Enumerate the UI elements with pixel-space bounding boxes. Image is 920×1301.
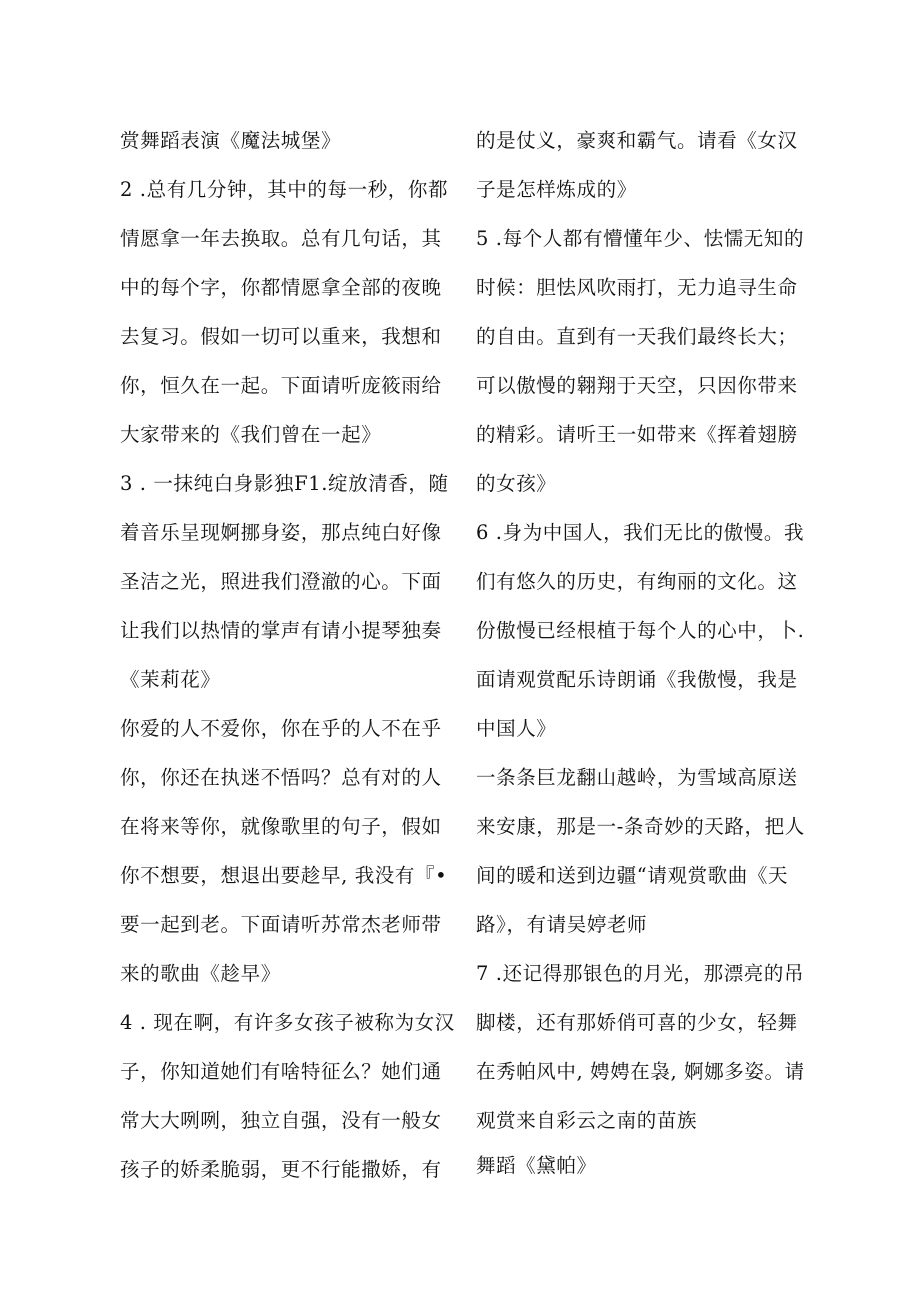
text-line: 舞蹈《黛帕》 [476,1154,597,1177]
paragraph [476,949,805,1145]
text-line: 3 . 一抹纯白身影独F1.绽放清香，随 [120,472,449,495]
text-line: 赏舞蹈表演《魔法城堡》 [120,129,342,152]
left-column [120,116,455,1194]
text-line: 脚楼，还有那娇俏可喜的少女，轻舞 [476,1011,798,1034]
text-line: 4 . 现在啊，有许多女孩子被称为女汉 [120,1011,455,1034]
text-line: 的是仗义，豪爽和霸气。请看《女汉 [476,129,798,152]
text-line: 来的歌曲《趁早》 [120,962,281,985]
text-line: 6 .身为中国人，我们无比的傲慢。我 [476,521,805,544]
text-line: 们有悠久的历史，有绚丽的文化。这 [476,570,798,593]
text-line: 子是怎样炼成的》 [476,178,637,201]
text-line: 的精彩。请听王一如带来《挥着翅膀 [476,423,798,446]
text-line: 你爱的人不爱你，你在乎的人不在乎 [120,717,442,740]
text-line: 要一起到老。下面请听苏常杰老师带 [120,913,442,936]
paragraph [120,459,449,704]
text-line: 的女孩》 [476,472,557,495]
paragraph [476,1145,794,1187]
text-line: 你，恒久在一起。下面请听庞筱雨给 [120,374,442,397]
paragraph [120,165,449,459]
text-line: 5 .每个人都有懵懂年少、怯懦无知的 [476,227,805,250]
text-line: 面请观赏配乐诗朗诵《我傲慢，我是 [476,668,798,691]
text-line: 孩子的娇柔脆弱，更不行能撒娇，有 [120,1158,442,1181]
text-line: 你不想要，想退出要趁早, 我没有『• [120,864,448,887]
text-line: 《茉莉花》 [120,668,221,691]
text-line: 情愿拿一年去换取。总有几句话，其 [120,227,442,250]
paragraph [120,116,438,165]
paragraph [476,753,805,949]
text-line: 间的暖和送到边疆“请观赏歌曲《天 [476,864,789,887]
text-line: 去复习。假如一切可以重来，我想和 [120,325,442,348]
text-line: 常大大咧咧，独立自强，没有一般女 [120,1109,442,1132]
text-line: 让我们以热情的掌声有请小提琴独奏 [120,619,442,642]
text-line: 份傲慢已经根植于每个人的心中，卜. [476,619,805,642]
text-line: 时候：胆怯风吹雨打，无力追寻生命 [476,276,798,299]
text-line: 的自由。直到有一天我们最终长大； [476,325,798,348]
text-line: 中国人》 [476,717,557,740]
text-line: 来安康，那是一-条奇妙的天路，把人 [476,815,805,838]
text-line: 一条条巨龙翻山越岭，为雪域高原送 [476,766,798,789]
paragraph [120,998,455,1194]
text-line: 子，你知道她们有啥特征么？她们通 [120,1060,442,1083]
text-line: 大家带来的《我们曾在一起》 [120,423,382,446]
paragraph [476,214,805,508]
paragraph [476,508,805,753]
right-column [476,116,805,1187]
text-line: 中的每个字，你都情愿拿全部的夜晚 [120,276,442,299]
text-line: 路》，有请吴婷老师 [476,913,648,936]
paragraph [476,116,798,214]
text-line: 着音乐呈现婀挪身姿，那点纯白好像 [120,521,442,544]
text-line: 你，你还在执迷不悟吗？总有对的人 [120,766,442,789]
text-line: 观赏来自彩云之南的苗族 [476,1109,698,1132]
text-line: 在将来等你，就像歌里的句子，假如 [120,815,442,838]
text-line: 圣洁之光，照进我们澄澈的心。下面 [120,570,442,593]
text-line: 在秀帕风中, 娉娉在袅, 婀娜多姿。请 [476,1060,805,1083]
text-line: 7 .还记得那银色的月光，那漂亮的吊 [476,962,805,985]
text-line: 2 .总有几分钟，其中的每一秒，你都 [120,178,449,201]
paragraph [120,704,448,998]
text-line: 可以傲慢的翱翔于天空，只因你带来 [476,374,798,397]
